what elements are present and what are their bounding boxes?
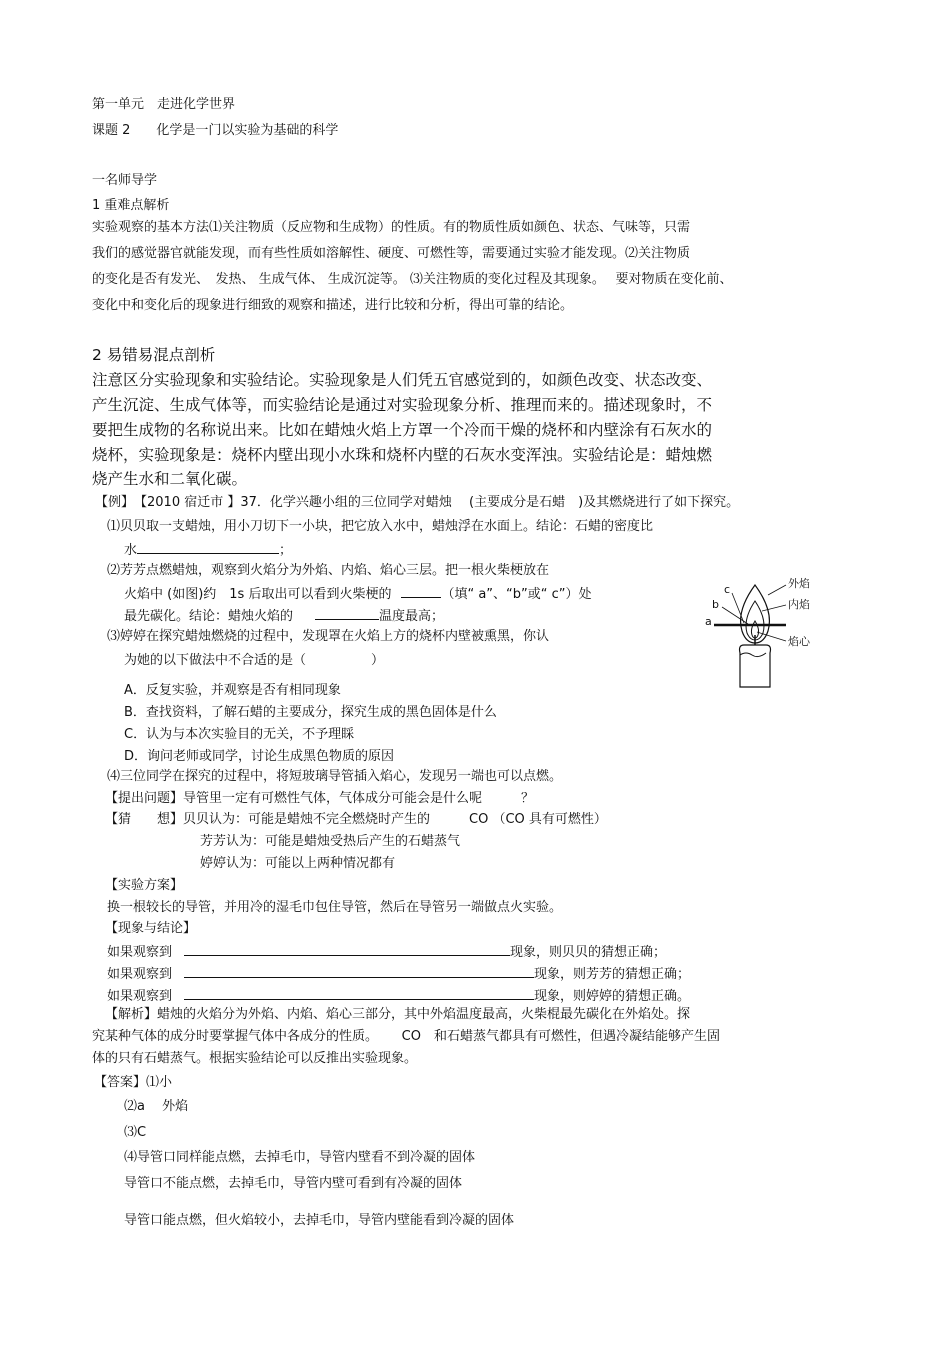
- guess-3: 婷婷认为：可能以上两种情况都有: [200, 856, 396, 871]
- question-2-line-c: 最先碳化。结论：蜡烛火焰的 温度最高；: [124, 606, 444, 626]
- lesson-title: 课题 2 化学是一门以实验为基础的科学: [92, 123, 339, 138]
- plan-text: 换一根较长的导管，并用冷的湿毛巾包住导管，然后在导管另一端做点火实验。: [107, 900, 563, 915]
- section1-subtitle: 1 重难点解析: [92, 198, 170, 213]
- label-b: b: [712, 598, 719, 611]
- unit-title: 第一单元 走进化学世界: [92, 97, 236, 112]
- answer-title: 【答案】⑴小: [94, 1075, 173, 1090]
- raise-question: 【提出问题】导管里一定有可燃性气体，气体成分可能会是什么呢 ？: [105, 791, 535, 806]
- section2-line: 注意区分实验现象和实验结论。实验现象是人们凭五官感觉到的，如颜色改变、状态改变、: [92, 371, 713, 389]
- candle-body: [740, 645, 771, 687]
- plan-title: 【实验方案】: [105, 878, 184, 893]
- example-intro: 【例】 【2010 宿迁市 】37．化学兴趣小组的三位同学对蜡烛 (主要成分是石蜡 )及其燃烧进行了如下探究。: [95, 495, 740, 510]
- question-4: ⑷三位同学在探究的过程中，将短玻璃导管插入焰心，发现另一端也可以点燃。: [107, 769, 563, 784]
- section1-line: 我们的感觉器官就能发现，而有些性质如溶解性、硬度、可燃性等，需要通过实验才能发现。⑵关注物质: [92, 246, 691, 261]
- section1-line: 的变化是否有发光、 发热、 生成气体、 生成沉淀等。 ⑶关注物质的变化过程及其现象。 要对物质在变化前、: [92, 272, 733, 287]
- wax-drip: [740, 653, 766, 657]
- question-1: ⑴贝贝取一支蜡烛，用小刀切下一小块，把它放入水中，蜡烛浮在水面上。结论：石蜡的密度比: [107, 519, 654, 534]
- section2-line: 烧产生水和二氧化碳。: [92, 470, 248, 488]
- answer-item: 导管口能点燃，但火焰较小，去掉毛巾，导管内壁能看到冷凝的固体: [124, 1213, 515, 1228]
- result-title: 【现象与结论】: [105, 921, 197, 936]
- result-line: 如果观察到 现象，则芳芳的猜想正确；: [107, 964, 690, 984]
- label-outer-flame: 外焰: [788, 577, 810, 590]
- analysis-line: 究某种气体的成分时要掌握气体中各成分的性质。 CO 和石蜡蒸气都具有可燃性，但遇冷凝结能够产生固: [92, 1029, 720, 1044]
- analysis-line: 体的只有石蜡蒸气。根据实验结论可以反推出实验现象。: [92, 1051, 418, 1066]
- section2-line: 烧杯，实验现象是：烧杯内壁出现小水珠和烧杯内壁的石灰水变浑浊。实验结论是：蜡烛燃: [92, 446, 713, 464]
- question-1-blank-line: 水 ；: [124, 540, 292, 560]
- candle-flame-figure: [700, 575, 820, 695]
- option-c: C．认为与本次实验目的无关，不予理睬: [124, 727, 355, 742]
- answer-item: 导管口不能点燃，去掉毛巾，导管内壁可看到有冷凝的固体: [124, 1176, 463, 1191]
- section2-line: 要把生成物的名称说出来。比如在蜡烛火焰上方罩一个冷而干燥的烧杯和内壁涂有石灰水的: [92, 421, 713, 439]
- analysis-line: 【解析】蜡烛的火焰分为外焰、内焰、焰心三部分，其中外焰温度最高，火柴棍最先碳化在外焰处。探: [105, 1007, 691, 1022]
- label-inner-flame: 内焰: [788, 598, 810, 611]
- section1-line: 变化中和变化后的现象进行细致的观察和描述，进行比较和分析，得出可靠的结论。: [92, 298, 574, 313]
- question-3: ⑶婷婷在探究蜡烛燃烧的过程中，发现罩在火焰上方的烧杯内壁被熏黑，你认: [107, 629, 550, 644]
- answer-item: ⑶C: [124, 1125, 147, 1140]
- option-a: A．反复实验，并观察是否有相同现象: [124, 683, 341, 698]
- label-c: c: [724, 583, 731, 596]
- question-2: ⑵芳芳点燃蜡烛，观察到火焰分为外焰、内焰、焰心三层。把一根火柴梗放在: [107, 563, 550, 578]
- section1-title: 一名师导学: [92, 173, 158, 188]
- option-b: B．查找资料，了解石蜡的主要成分，探究生成的黑色固体是什么: [124, 705, 497, 720]
- guess-2: 芳芳认为：可能是蜡烛受热后产生的石蜡蒸气: [200, 834, 461, 849]
- section2-line: 产生沉淀、生成气体等，而实验结论是通过对实验现象分析、推理而来的。描述现象时，不: [92, 396, 713, 414]
- question-3-prompt: 为她的以下做法中不合适的是（ ）: [124, 653, 385, 668]
- option-d: D．询问老师或同学，讨论生成黑色物质的原因: [124, 749, 395, 764]
- answer-item: ⑵a 外焰: [124, 1099, 189, 1114]
- guess-1: 【猜 想】贝贝认为：可能是蜡烛不完全燃烧时产生的 CO （CO 具有可燃性）: [105, 812, 607, 827]
- section1-line: 实验观察的基本方法⑴关注物质（反应物和生成物）的性质。有的物质性质如颜色、状态、气味等，只需: [92, 220, 691, 235]
- answer-item: ⑷导管口同样能点燃，去掉毛巾，导管内壁看不到冷凝的固体: [124, 1150, 476, 1165]
- section2-title: 2 易错易混点剖析: [92, 346, 216, 364]
- question-2-line-b: 火焰中 (如图)约 1s 后取出可以看到火柴梗的 （填“ a”、“b”或“ c”）处: [124, 584, 592, 604]
- result-line: 如果观察到 现象，则贝贝的猜想正确；: [107, 942, 666, 962]
- label-a: a: [705, 615, 712, 628]
- label-flame-core: 焰心: [788, 635, 810, 648]
- result-line: 如果观察到 现象，则婷婷的猜想正确。: [107, 986, 690, 1006]
